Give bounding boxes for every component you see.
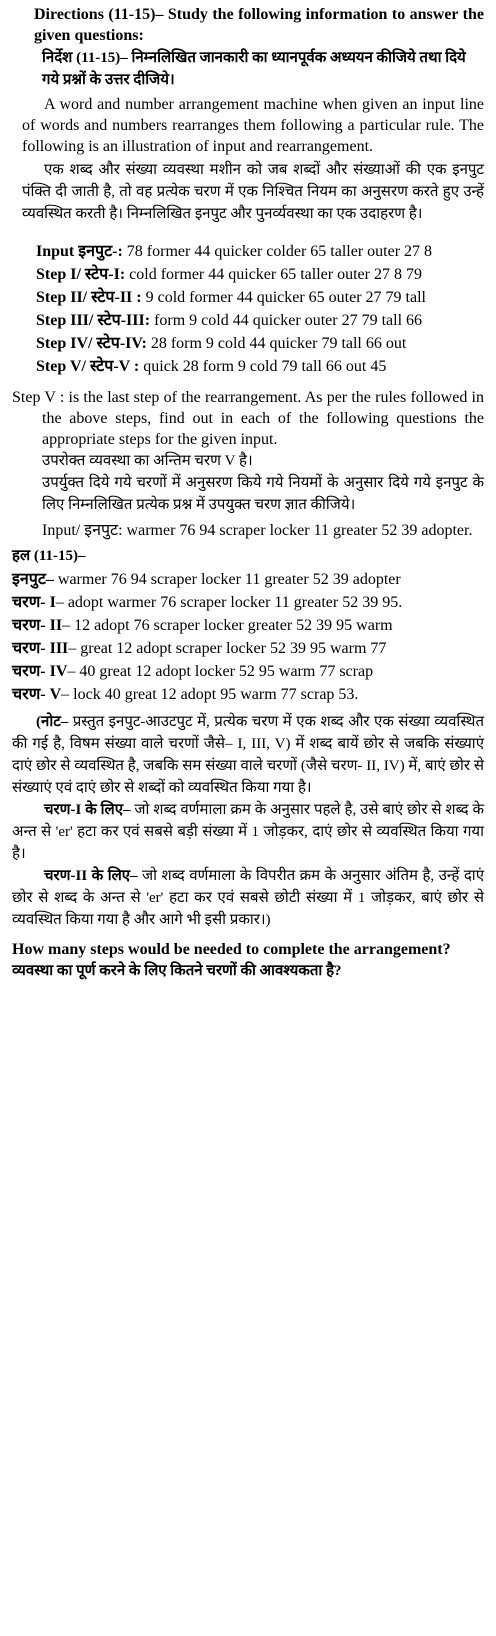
step-1-line — [12, 264, 484, 285]
step-4-text: 28 form 9 cold 44 quicker 79 tall 66 out — [146, 335, 407, 352]
step-3-line — [12, 310, 484, 331]
last-step-note-english: Step V : is the last step of the rearrangement. As per the rules followed in the above steps, find out in each of the following questions the appropriate steps for the given input. — [12, 389, 484, 448]
step-2-line — [12, 287, 484, 308]
solution-step-1-label: चरण- I — [12, 594, 56, 611]
directions-hindi: निर्देश (11-15)– निम्नलिखित जानकारी का ध्यानपूर्वक अध्ययन कीजिये तथा दिये गये प्रश्नों के उत्तर दीजिये। — [42, 50, 466, 88]
solution-step-2-line — [12, 615, 484, 636]
solution-step-5-text: – lock 40 great 12 adopt 95 warm 77 scrap 53. — [61, 686, 359, 703]
note-label: (नोट– — [36, 714, 69, 730]
rule-step-1-text: जो शब्द वर्णमाला क्रम के अनुसार पहले है, उसे बाएं छोर से शब्द के अन्त से 'er' हटा कर एवं सबसे बड़ी संख्या में 1 जोड़कर, दाएं छोर से व्यवस्थित किया गया है। — [12, 802, 484, 862]
step-3-label: Step III/ स्टेप-III: — [36, 312, 151, 329]
directions-english: Directions (11-15)– Study the following information to answer the given questions: — [34, 6, 484, 44]
solution-step-2-text: – 12 adopt 76 scraper locker greater 52 39 95 warm — [62, 617, 393, 634]
step-1-text: cold former 44 quicker 65 taller outer 27 8 79 — [125, 266, 422, 283]
rule-step-1 — [12, 799, 484, 865]
step-2-text: 9 cold former 44 quicker 65 outer 27 79 tall — [141, 289, 426, 306]
note-text: प्रस्तुत इनपुट-आउटपुट में, प्रत्येक चरण में एक शब्द और एक संख्या व्यवस्थित की गई है, विषम संख्या वाले चरणों जैसे– I, III, V) में शब्द बायें छोर से जबकि संख्याएं दाएं छोर से व्यवस्थित है, जबकि सम संख्या वाले चरणों (जैसे चरण- II, IV) में, बाएं छोर से संख्याएं एवं दाएं छोर से शब्दों को व्यवस्थित किया गया है। — [12, 714, 484, 796]
step-5-line — [12, 356, 484, 377]
step-1-label: Step I/ स्टेप-I: — [36, 266, 126, 283]
solution-step-5-label: चरण- V — [12, 686, 62, 703]
question-hindi: व्यवस्था का पूर्ण करने के लिए कितने चरणों की आवश्यकता है? — [12, 963, 342, 979]
question-english: How many steps would be needed to complete the arrangement? — [12, 941, 451, 958]
rule-step-2-text: जो शब्द वर्णमाला के विपरीत क्रम के अनुसार अंतिम है, उन्हें दाएं छोर से शब्द के अन्त से 'er' हटा कर एवं सबसे छोटी संख्या में 1 जोड़कर, बाएं छोर से व्यवस्थित किया गया है और आगे भी इसी प्रकार।) — [12, 868, 484, 928]
solution-step-4-label: चरण- IV — [12, 663, 68, 680]
solution-input-line — [12, 569, 484, 590]
input-line — [12, 241, 484, 262]
solution-step-3-text: – great 12 adopt scraper locker 52 39 95 warm 77 — [68, 640, 387, 657]
step-2-label: Step II/ स्टेप-II : — [36, 289, 142, 306]
rule-step-2-label: चरण-II के लिए– — [44, 868, 138, 884]
solution-step-1-text: – adopt warmer 76 scraper locker 11 greater 52 39 95. — [55, 594, 403, 611]
step-4-label: Step IV/ स्टेप-IV: — [36, 335, 147, 352]
last-step-note-hindi-1: उपरोक्त व्यवस्था का अन्तिम चरण V है। — [42, 453, 253, 469]
solution-note — [12, 711, 484, 799]
solution-input-label: इनपुट– — [12, 571, 54, 588]
solution-step-1-line — [12, 592, 484, 613]
rule-step-2 — [12, 865, 484, 931]
solution-step-4-text: – 40 great 12 adopt locker 52 95 warm 77 scrap — [67, 663, 374, 680]
given-input-line: Input/ इनपुट: warmer 76 94 scraper locker 11 greater 52 39 adopter. — [42, 522, 473, 539]
solution-step-4-line — [12, 661, 484, 682]
step-4-line — [12, 333, 484, 354]
intro-hindi: एक शब्द और संख्या व्यवस्था मशीन को जब शब्दों और संख्याओं की एक इनपुट पंक्ति दी जाती है, तो वह प्रत्येक चरण में एक निश्चित नियम का अनुसरण करते हुए उन्हें व्यवस्थित करती है। निम्नलिखित इनपुट और पुनर्व्यवस्था का एक उदाहरण है। — [22, 162, 484, 222]
solution-step-3-label: चरण- III — [12, 640, 69, 657]
step-5-text: quick 28 form 9 cold 79 tall 66 out 45 — [139, 358, 387, 375]
solution-steps — [12, 569, 484, 705]
step-3-text: form 9 cold 44 quicker outer 27 79 tall 66 — [150, 312, 423, 329]
last-step-note-hindi-2: उपर्युक्त दिये गये चरणों में अनुसरण किये गये नियमों के अनुसार दिये गये इनपुट के लिए निम्नलिखित प्रत्येक प्रश्न में उपयुक्त चरण ज्ञात कीजिये। — [42, 475, 484, 513]
intro-english: A word and number arrangement machine when given an input line of words and numbers rearranges them following a particular rule. The following is an illustration of input and rearrangement. — [22, 96, 484, 155]
solution-step-5-line — [12, 684, 484, 705]
step-5-label: Step V/ स्टेप-V : — [36, 358, 140, 375]
solution-step-2-label: चरण- II — [12, 617, 63, 634]
solution-title: हल (11-15)– — [12, 548, 86, 564]
solution-step-3-line — [12, 638, 484, 659]
input-text: 78 former 44 quicker colder 65 taller outer 27 8 — [122, 243, 433, 260]
example-steps — [12, 241, 484, 377]
input-label: Input इनपुट-: — [36, 243, 123, 260]
rule-step-1-label: चरण-I के लिए– — [44, 802, 131, 818]
solution-input-text: warmer 76 94 scraper locker 11 greater 52 39 adopter — [53, 571, 401, 588]
